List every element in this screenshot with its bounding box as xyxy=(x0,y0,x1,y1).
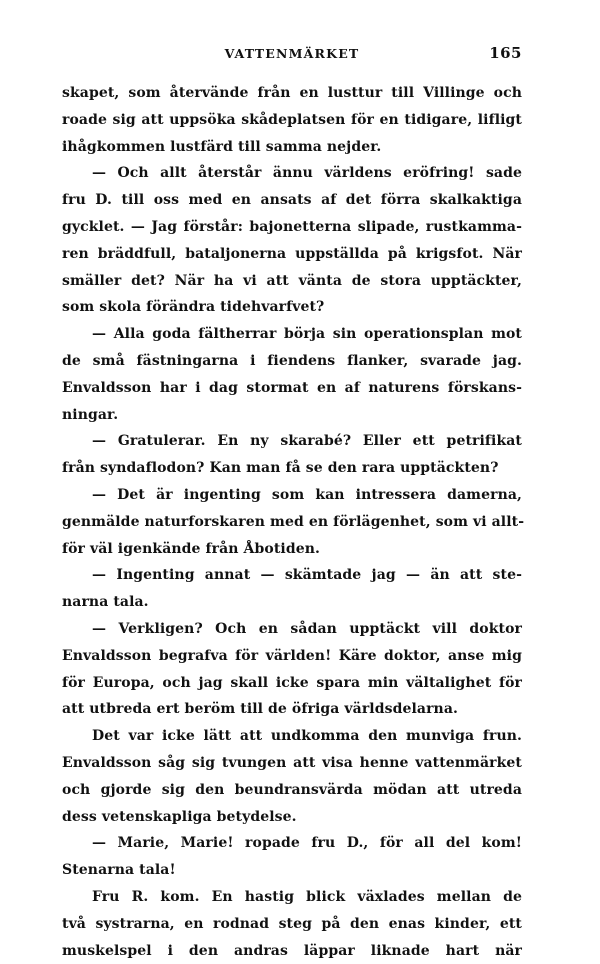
text-line: Det var icke lätt att undkomma den munviga frun. xyxy=(62,723,522,750)
running-title: VATTENMÄRKET xyxy=(62,46,522,61)
text-line: — Det är ingenting som kan intressera damerna, xyxy=(62,482,522,509)
text-line: — Alla goda fältherrar börja sin operationsplan mot xyxy=(62,321,522,348)
text-line: Fru R. kom. En hastig blick växlades mellan de xyxy=(62,884,522,911)
running-head xyxy=(62,46,522,68)
text-line: som skola förändra tidehvarfvet? xyxy=(62,294,522,321)
text-line: Envaldsson såg sig tvungen att visa henne vattenmärket xyxy=(62,750,522,777)
text-line: och gjorde sig den beundransvärda mödan att utreda xyxy=(62,777,522,804)
text-line: — Verkligen? Och en sådan upptäckt vill doktor xyxy=(62,616,522,643)
text-line: smäller det? När ha vi att vänta de stora upptäckter, xyxy=(62,268,522,295)
text-line: narna tala. xyxy=(62,589,522,616)
text-line: muskelspel i den andras läppar liknade hart när xyxy=(62,938,522,964)
text-line: från syndaflodon? Kan man få se den rara upptäckten? xyxy=(62,455,522,482)
text-line: dess vetenskapliga betydelse. xyxy=(62,804,522,831)
text-line: ningar. xyxy=(62,402,522,429)
text-line: för väl igenkände från Åbotiden. xyxy=(62,536,522,563)
text-line: gycklet. — Jag förstår: bajonetterna slipade, rustkamma- xyxy=(62,214,522,241)
text-line: två systrarna, en rodnad steg på den enas kinder, ett xyxy=(62,911,522,938)
text-line: — Ingenting annat — skämtade jag — än att ste- xyxy=(62,562,522,589)
body-text xyxy=(62,80,522,964)
text-line: för Europa, och jag skall icke spara min vältalighet för xyxy=(62,670,522,697)
text-line: — Marie, Marie! ropade fru D., för all del kom! xyxy=(62,830,522,857)
text-line: de små fästningarna i fiendens flanker, svarade jag. xyxy=(62,348,522,375)
text-line: — Gratulerar. En ny skarabé? Eller ett petrifikat xyxy=(62,428,522,455)
text-line: fru D. till oss med en ansats af det förra skalkaktiga xyxy=(62,187,522,214)
text-line: Envaldsson begrafva för världen! Käre doktor, anse mig xyxy=(62,643,522,670)
text-line: skapet, som återvände från en lusttur till Villinge och xyxy=(62,80,522,107)
page-number: 165 xyxy=(489,44,522,62)
text-line: att utbreda ert beröm till de öfriga världsdelarna. xyxy=(62,696,522,723)
text-line: Stenarna tala! xyxy=(62,857,522,884)
text-line: roade sig att uppsöka skådeplatsen för en tidigare, lifligt xyxy=(62,107,522,134)
text-line: genmälde naturforskaren med en förlägenhet, som vi allt- xyxy=(62,509,522,536)
text-line: ren bräddfull, bataljonerna uppställda på krigsfot. När xyxy=(62,241,522,268)
text-line: — Och allt återstår ännu världens eröfring! sade xyxy=(62,160,522,187)
text-line: Envaldsson har i dag stormat en af naturens förskans- xyxy=(62,375,522,402)
text-line: ihågkommen lustfärd till samma nejder. xyxy=(62,134,522,161)
